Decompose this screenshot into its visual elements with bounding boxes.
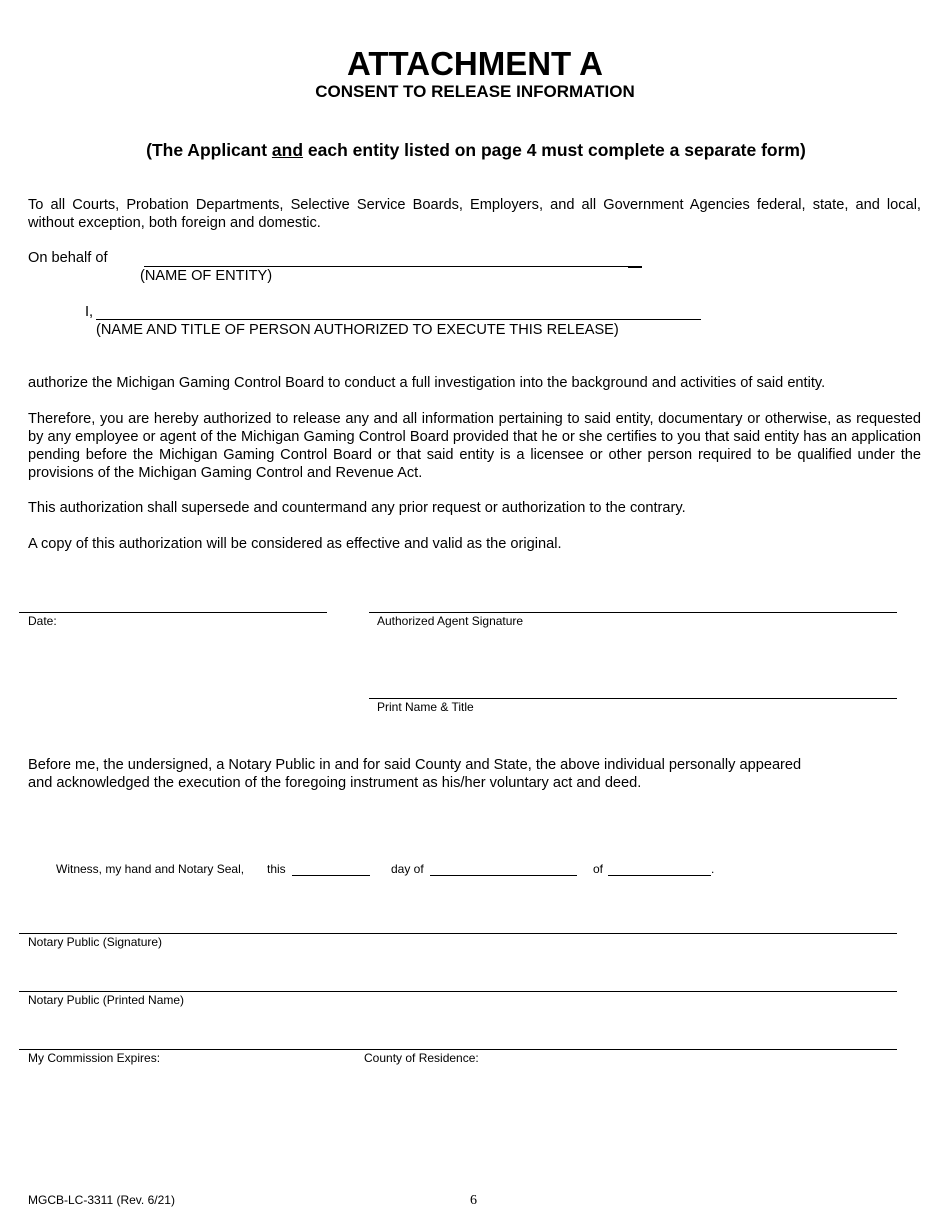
instruction-emphasis: and [271,140,304,160]
person-name-field[interactable] [96,319,701,320]
print-name-line[interactable] [369,698,897,699]
page-number: 6 [470,1193,477,1208]
agent-signature-line[interactable] [369,612,897,613]
page-subtitle: CONSENT TO RELEASE INFORMATION [315,82,635,101]
month-field[interactable] [430,875,577,876]
day-field[interactable] [292,875,370,876]
entity-caption: (NAME OF ENTITY) [140,268,273,284]
i-label: I, [85,304,94,320]
person-caption: (NAME AND TITLE OF PERSON AUTHORIZED TO EXECUTE THIS RELEASE) [96,322,619,338]
copy-paragraph: A copy of this authorization will be considered as effective and valid as the original. [28,536,562,552]
day-of-label: day of [391,862,424,876]
commission-county-line[interactable] [19,1049,897,1050]
county-of-residence-label: County of Residence: [364,1051,479,1065]
on-behalf-label: On behalf of [28,250,108,266]
notary-printed-name-label: Notary Public (Printed Name) [28,993,185,1007]
page-title: ATTACHMENT A [346,45,603,82]
print-name-label: Print Name & Title [377,700,474,714]
agent-signature-label: Authorized Agent Signature [377,614,524,628]
instruction-note: (The Applicant and each entity listed on page 4 must complete a separate form) [146,140,806,160]
notary-statement-line-1: Before me, the undersigned, a Notary Public in and for said County and State, the above individual personally appeared [28,757,802,773]
of-label: of [593,862,604,876]
release-paragraph: Therefore, you are hereby authorized to release any and all information pertaining to said entity, documentary or otherwise, as requested by any employee or agent of the Michigan Gaming Control Board provided that he or she certifies to you that said entity has an application pending before the Michigan Gaming Control Board or that said entity is a licensee or other person required to be qualified under the provisions of the Michigan Gaming Control and Revenue Act. [28,411,921,481]
supersede-paragraph: This authorization shall supersede and countermand any prior request or authorization to the contrary. [28,500,686,516]
commission-expires-label: My Commission Expires: [28,1051,161,1065]
notary-signature-label: Notary Public (Signature) [28,935,163,949]
witness-label: Witness, my hand and Notary Seal, [56,862,245,876]
witness-period: . [711,862,715,876]
date-label: Date: [28,614,57,628]
this-label: this [267,862,286,876]
addressees-paragraph: To all Courts, Probation Departments, Selective Service Boards, Employers, and all Government Agencies federal, state, and local, without exception, both foreign and domestic. [28,197,921,231]
form-id: MGCB-LC-3311 (Rev. 6/21) [28,1193,175,1207]
date-line[interactable] [19,612,327,613]
year-field[interactable] [608,875,711,876]
authorize-paragraph: authorize the Michigan Gaming Control Board to conduct a full investigation into the background and activities of said entity. [28,375,826,391]
notary-printed-name-line[interactable] [19,991,897,992]
notary-statement-line-2: and acknowledged the execution of the foregoing instrument as his/her voluntary act and deed. [28,775,642,791]
notary-signature-line[interactable] [19,933,897,934]
entity-name-field-end [628,266,642,268]
